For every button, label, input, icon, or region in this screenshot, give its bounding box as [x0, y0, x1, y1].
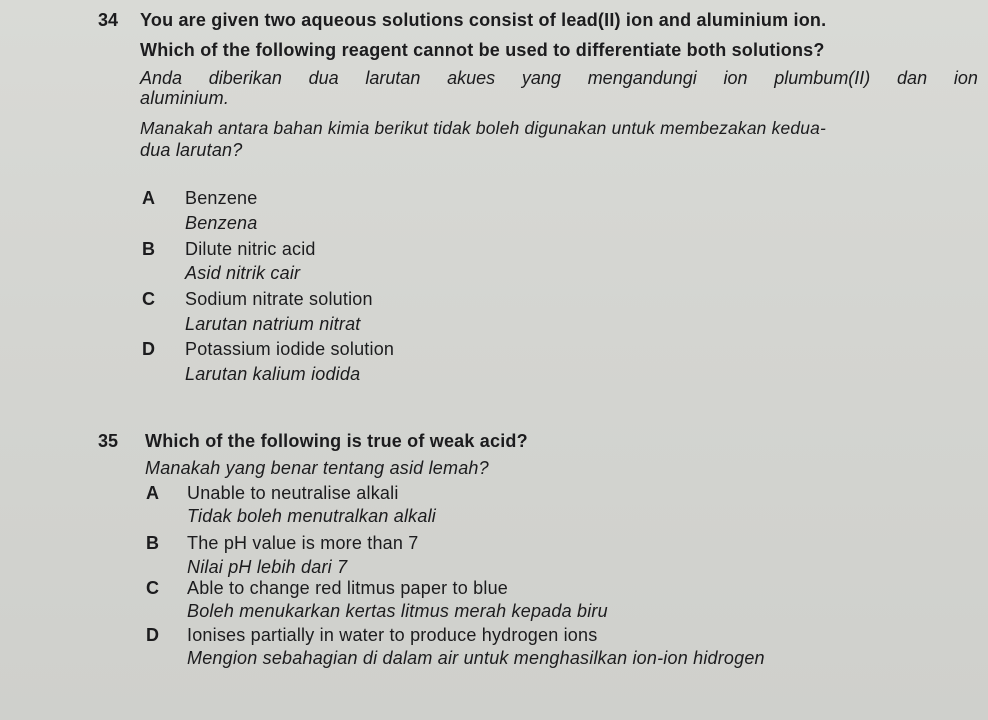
option-letter: D	[146, 625, 159, 645]
option-text-en: Ionises partially in water to produce hydrogen ions	[187, 625, 598, 645]
question-text-en: Which of the following is true of weak acid?	[145, 431, 528, 451]
option-letter: B	[142, 239, 155, 259]
question-text-ms	[140, 67, 978, 89]
option-text-ms: Nilai pH lebih dari 7	[187, 557, 348, 577]
option-text-ms: Benzena	[185, 213, 258, 233]
word: larutan	[365, 68, 421, 88]
option-letter: A	[146, 483, 159, 503]
option-text-en: Able to change red litmus paper to blue	[187, 578, 508, 598]
word: ion	[723, 68, 748, 88]
word: dan	[897, 68, 928, 88]
question-number: 34	[98, 10, 119, 30]
option-text-en: Sodium nitrate solution	[185, 289, 373, 309]
question-text-ms: aluminium.	[140, 88, 230, 108]
word: yang	[521, 68, 561, 88]
question-text-en: You are given two aqueous solutions consist of lead(II) ion and aluminium ion.	[140, 10, 827, 30]
word: akues	[447, 68, 496, 88]
question-text-ms: dua larutan?	[140, 140, 243, 160]
option-text-en: Benzene	[185, 188, 258, 208]
word: dua	[308, 68, 339, 88]
word: plumbum(II)	[774, 68, 871, 88]
question-text-en: Which of the following reagent cannot be used to differentiate both solutions?	[140, 40, 825, 60]
option-text-ms: Larutan natrium nitrat	[185, 314, 361, 334]
option-text-en: Unable to neutralise alkali	[187, 483, 399, 503]
option-text-en: The pH value is more than 7	[187, 533, 419, 553]
word: Anda	[140, 68, 183, 88]
word: mengandungi	[587, 68, 697, 88]
option-text-ms: Tidak boleh menutralkan alkali	[187, 506, 436, 526]
option-letter: C	[142, 289, 155, 309]
option-text-en: Potassium iodide solution	[185, 339, 395, 359]
word: ion	[953, 68, 978, 88]
option-letter: A	[142, 188, 155, 208]
option-letter: B	[146, 533, 159, 553]
option-text-en: Dilute nitric acid	[185, 239, 316, 259]
option-text-ms: Larutan kalium iodida	[185, 364, 361, 384]
option-letter: D	[142, 339, 155, 359]
word: diberikan	[208, 68, 282, 88]
option-text-ms: Mengion sebahagian di dalam air untuk menghasilkan ion-ion hidrogen	[187, 648, 765, 668]
option-text-ms: Asid nitrik cair	[185, 263, 301, 283]
option-letter: C	[146, 578, 159, 598]
question-text-ms: Manakah antara bahan kimia berikut tidak boleh digunakan untuk membezakan kedua-	[140, 118, 826, 138]
question-text-ms: Manakah yang benar tentang asid lemah?	[145, 458, 489, 478]
question-number: 35	[98, 431, 119, 451]
option-text-ms: Boleh menukarkan kertas litmus merah kepada biru	[187, 601, 608, 621]
